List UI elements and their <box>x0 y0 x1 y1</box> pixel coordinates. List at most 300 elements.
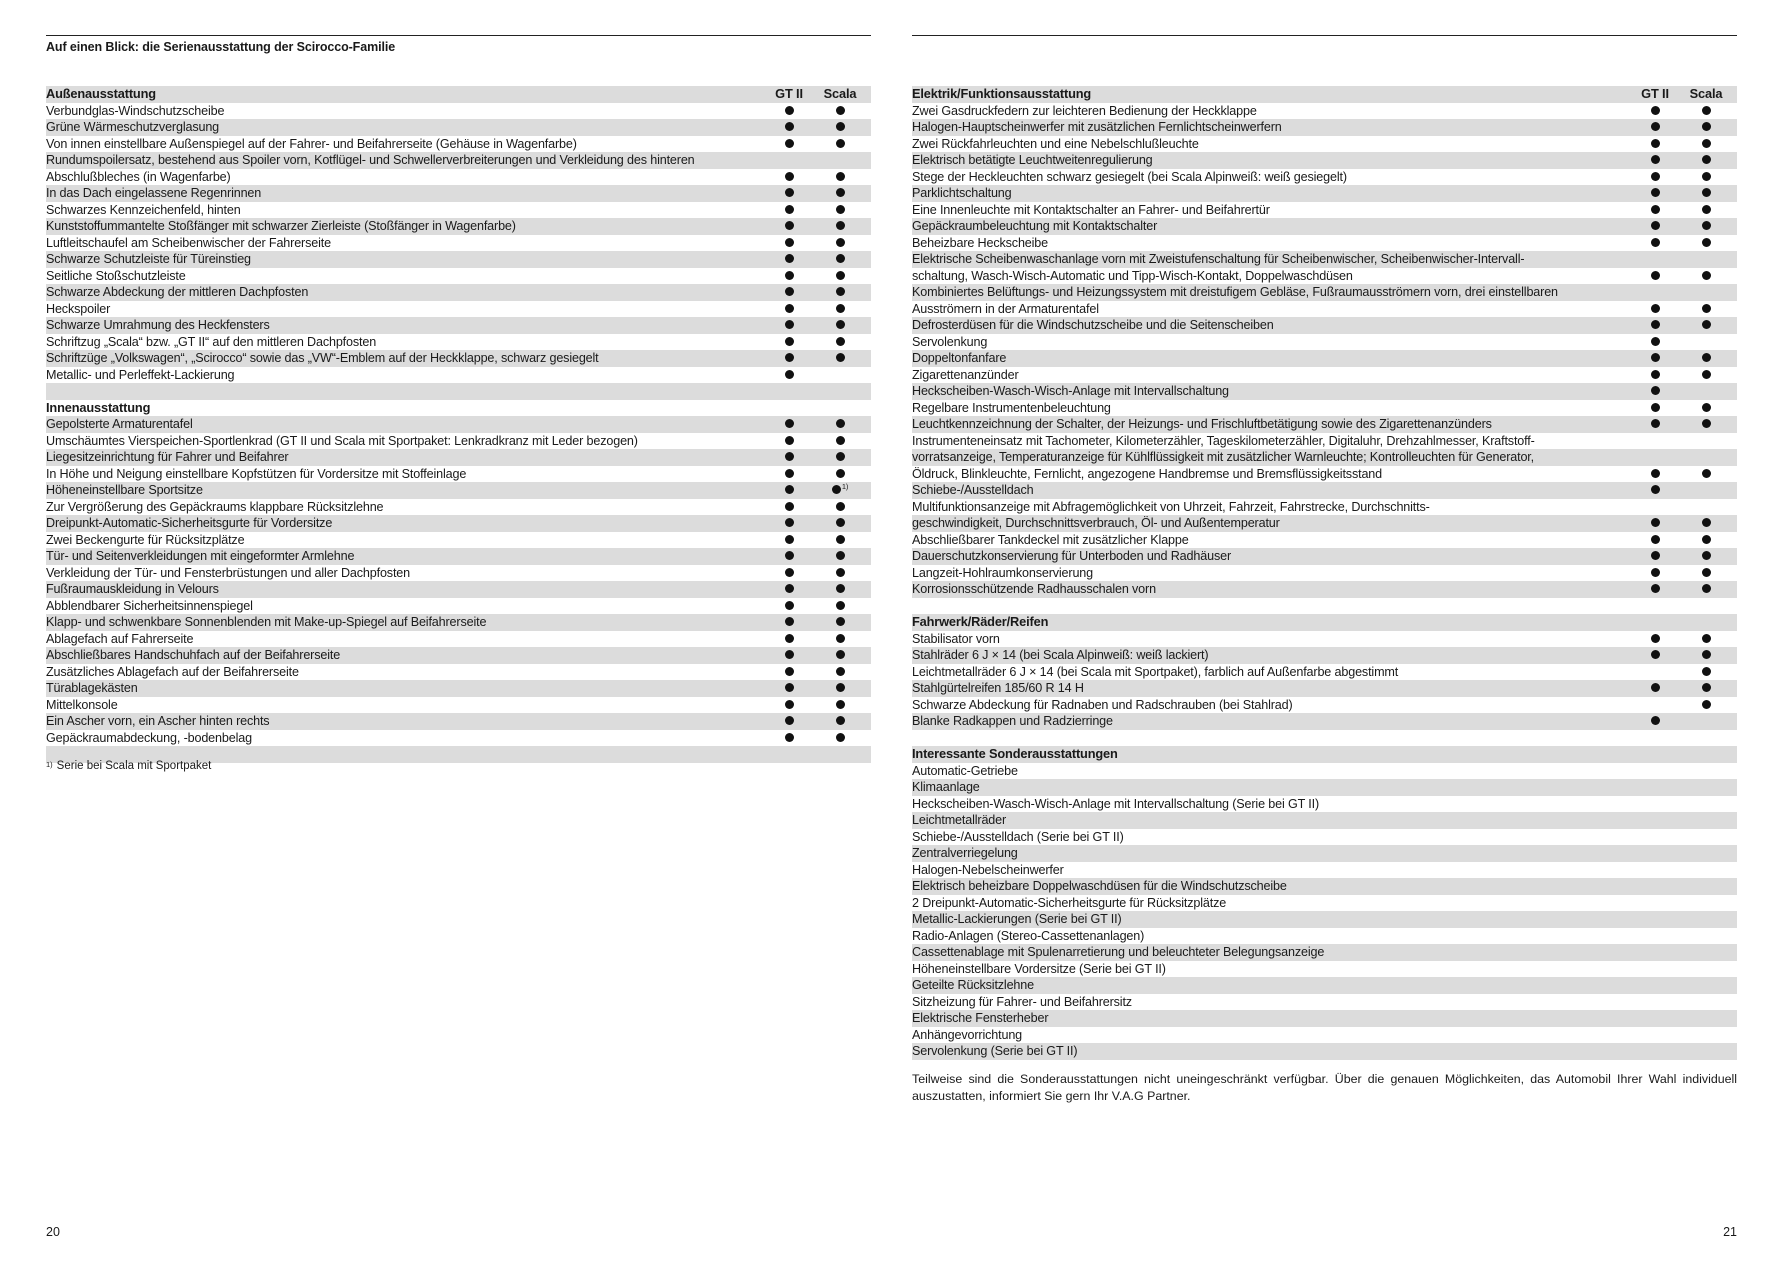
bullet-icon <box>785 634 794 643</box>
bullet-icon <box>836 188 845 197</box>
gt2-standard-marker <box>1620 169 1690 186</box>
bullet-icon <box>785 700 794 709</box>
table-row <box>46 598 871 615</box>
scala-standard-marker <box>815 532 865 549</box>
bullet-icon <box>836 733 845 742</box>
gt2-standard-marker <box>754 235 824 252</box>
scala-standard-marker <box>1681 416 1731 433</box>
gt2-standard-marker <box>1620 647 1690 664</box>
section-title: Interessante Sonderausstattungen <box>912 746 1118 761</box>
table-row <box>912 829 1737 846</box>
feature-label: Schiebe-/Ausstelldach (Serie bei GT II) <box>912 829 1124 844</box>
bullet-icon <box>1702 403 1711 412</box>
table-row <box>46 185 871 202</box>
scala-standard-marker <box>1681 631 1731 648</box>
feature-label: Leichtmetallräder 6 J × 14 (bei Scala mit Sportpaket), farblich auf Außenfarbe abgestimmt <box>912 664 1399 679</box>
feature-label: Regelbare Instrumentenbeleuchtung <box>912 400 1111 415</box>
scala-standard-marker <box>1681 103 1731 120</box>
bullet-icon <box>785 502 794 511</box>
feature-label: Zur Vergrößerung des Gepäckraums klappbare Rücksitzlehne <box>46 499 384 514</box>
table-row <box>912 301 1737 318</box>
scala-standard-marker <box>1681 152 1731 169</box>
bullet-icon <box>785 419 794 428</box>
feature-label: Klapp- und schwenkbare Sonnenblenden mit Make-up-Spiegel auf Beifahrerseite <box>46 615 487 629</box>
feature-label: Radio-Anlagen (Stereo-Cassettenanlagen) <box>912 928 1145 943</box>
feature-label: Ablagefach auf Fahrerseite <box>46 631 194 646</box>
footnote-mark: 1) <box>46 760 53 769</box>
feature-label: Servolenkung <box>912 334 988 349</box>
feature-label: 2 Dreipunkt-Automatic-Sicherheitsgurte für Rücksitzplätze <box>912 895 1227 910</box>
bullet-icon <box>785 650 794 659</box>
feature-label: Ein Ascher vorn, ein Ascher hinten rechts <box>46 714 270 728</box>
bullet-icon <box>1651 320 1660 329</box>
bullet-icon <box>1651 155 1660 164</box>
gt2-standard-marker <box>1620 103 1690 120</box>
scala-standard-marker <box>815 284 865 301</box>
feature-label: schaltung, Wasch-Wisch-Automatic und Tipp-Wisch-Kontakt, Doppelwaschdüsen <box>912 268 1353 283</box>
feature-label: Schriftzüge „Volkswagen“, „Scirocco“ sowie das „VW“-Emblem auf der Heckklappe, schwarz gesiegelt <box>46 351 599 365</box>
scala-standard-marker <box>815 482 865 499</box>
bullet-icon <box>836 551 845 560</box>
scala-standard-marker <box>815 730 865 747</box>
feature-label: Grüne Wärmeschutzverglasung <box>46 120 220 134</box>
scala-standard-marker <box>815 631 865 648</box>
feature-label: Türablagekästen <box>46 681 138 695</box>
bullet-icon <box>1651 221 1660 230</box>
table-row <box>912 631 1737 648</box>
bullet-icon <box>785 469 794 478</box>
feature-label: Umschäumtes Vierspeichen-Sportlenkrad (GT II und Scala mit Sportpaket: Lenkradkranz mit Leder bezogen) <box>46 433 638 448</box>
table-row <box>912 1027 1737 1044</box>
scala-standard-marker <box>815 235 865 252</box>
bullet-icon <box>785 518 794 527</box>
bullet-icon <box>785 716 794 725</box>
gt2-standard-marker <box>754 647 824 664</box>
feature-label: Zentralverriegelung <box>912 846 1018 860</box>
scala-standard-marker <box>1681 515 1731 532</box>
scala-standard-marker <box>815 713 865 730</box>
bullet-icon <box>836 139 845 148</box>
scala-standard-marker <box>815 251 865 268</box>
column-header-gt2: GT II <box>775 86 803 101</box>
gt2-standard-marker <box>754 499 824 516</box>
bullet-icon <box>1702 551 1711 560</box>
table-row <box>46 202 871 219</box>
feature-label: Schwarzes Kennzeichenfeld, hinten <box>46 202 241 217</box>
gt2-standard-marker <box>754 515 824 532</box>
bullet-icon <box>836 106 845 115</box>
bullet-icon <box>785 254 794 263</box>
feature-label: Elektrische Fensterheber <box>912 1011 1049 1025</box>
feature-label: Abschließbares Handschuhfach auf der Beifahrerseite <box>46 648 341 662</box>
bullet-icon <box>1651 139 1660 148</box>
gt2-standard-marker <box>754 631 824 648</box>
feature-label: Zigarettenanzünder <box>912 367 1019 382</box>
gt2-standard-marker <box>1620 152 1690 169</box>
table-row <box>912 977 1737 994</box>
table-row <box>46 713 871 730</box>
table-row <box>46 235 871 252</box>
bullet-icon <box>836 419 845 428</box>
bullet-icon <box>836 436 845 445</box>
bullet-icon <box>1702 221 1711 230</box>
feature-label: Stahlgürtelreifen 185/60 R 14 H <box>912 681 1084 695</box>
bullet-icon <box>1651 469 1660 478</box>
bullet-icon <box>1702 370 1711 379</box>
gt2-standard-marker <box>1620 268 1690 285</box>
section-header <box>46 400 871 417</box>
scala-standard-marker <box>815 433 865 450</box>
bullet-icon <box>836 122 845 131</box>
gt2-standard-marker <box>754 416 824 433</box>
bullet-icon <box>785 601 794 610</box>
bullet-icon <box>1702 535 1711 544</box>
table-row <box>46 647 871 664</box>
feature-label: Cassettenablage mit Spulenarretierung und beleuchteter Belegungsanzeige <box>912 945 1325 959</box>
scala-standard-marker <box>815 548 865 565</box>
table-row <box>46 251 871 268</box>
bullet-icon <box>836 716 845 725</box>
scala-standard-marker <box>815 119 865 136</box>
bullet-icon <box>785 106 794 115</box>
bullet-icon <box>1651 370 1660 379</box>
scala-standard-marker <box>1681 664 1731 681</box>
scala-standard-marker <box>1681 136 1731 153</box>
gt2-standard-marker <box>754 268 824 285</box>
scala-standard-marker <box>815 581 865 598</box>
feature-label: Schiebe-/Ausstelldach <box>912 483 1034 497</box>
bullet-icon <box>836 535 845 544</box>
feature-label: Schwarze Abdeckung der mittleren Dachpfosten <box>46 285 309 299</box>
column-header-gt2: GT II <box>1641 86 1669 101</box>
bullet-icon <box>836 271 845 280</box>
bullet-icon <box>836 502 845 511</box>
bullet-icon <box>785 370 794 379</box>
bullet-icon <box>1651 337 1660 346</box>
section-header <box>912 614 1737 631</box>
feature-label: Gepäckraumabdeckung, -bodenbelag <box>46 730 252 745</box>
feature-label: Von innen einstellbare Außenspiegel auf der Fahrer- und Beifahrerseite (Gehäuse in Wagenfarbe) <box>46 136 577 151</box>
bullet-icon <box>836 320 845 329</box>
table-row <box>912 697 1737 714</box>
column-header-scala: Scala <box>823 86 857 101</box>
gt2-standard-marker <box>1620 466 1690 483</box>
bullet-icon <box>1651 535 1660 544</box>
bullet-icon <box>785 304 794 313</box>
table-row <box>912 565 1737 582</box>
section-header <box>912 746 1737 763</box>
feature-label: Abschließbarer Tankdeckel mit zusätzlicher Klappe <box>912 532 1189 547</box>
bullet-icon <box>836 617 845 626</box>
feature-label: Abblendbarer Sicherheitsinnenspiegel <box>46 598 253 613</box>
right-page <box>912 0 1737 1276</box>
gt2-standard-marker <box>1620 713 1690 730</box>
scala-standard-marker <box>815 301 865 318</box>
table-row <box>912 334 1737 351</box>
scala-standard-marker <box>815 169 865 186</box>
feature-label: Leuchtkennzeichnung der Schalter, der Heizungs- und Frischluftbetätigung sowie des Zigarettenanzünders <box>912 417 1492 431</box>
feature-label: In das Dach eingelassene Regenrinnen <box>46 186 262 200</box>
scala-standard-marker <box>815 103 865 120</box>
scala-standard-marker <box>1681 697 1731 714</box>
gt2-standard-marker <box>754 433 824 450</box>
bullet-icon <box>785 551 794 560</box>
bullet-icon <box>785 667 794 676</box>
feature-label: Zwei Gasdruckfedern zur leichteren Bedienung der Heckklappe <box>912 103 1257 118</box>
feature-label: Geteilte Rücksitzlehne <box>912 978 1034 992</box>
bullet-icon <box>1702 139 1711 148</box>
feature-label: Höheneinstellbare Sportsitze <box>46 483 203 497</box>
bullet-icon <box>1651 386 1660 395</box>
availability-note: Teilweise sind die Sonderausstattungen nicht uneingeschränkt verfügbar. Über die genauen Möglichkeiten, das Automobil Ihrer Wahl individuell auszustatten, informiert Sie gern Ihr V.A.G Partner. <box>912 1072 1737 1103</box>
feature-label: Gepolsterte Armaturentafel <box>46 417 193 431</box>
scala-standard-marker <box>1681 466 1731 483</box>
feature-label: Stege der Heckleuchten schwarz gesiegelt (bei Scala Alpinweiß: weiß gesiegelt) <box>912 169 1347 184</box>
table-row <box>46 218 871 235</box>
feature-label: Verkleidung der Tür- und Fensterbrüstungen und aller Dachpfosten <box>46 565 411 580</box>
scala-standard-marker <box>815 664 865 681</box>
bullet-icon <box>1651 568 1660 577</box>
table-row <box>912 317 1737 334</box>
gt2-standard-marker <box>1620 680 1690 697</box>
scala-standard-marker <box>815 466 865 483</box>
table-row <box>912 433 1737 450</box>
bullet-icon <box>1651 106 1660 115</box>
bullet-icon <box>832 485 841 494</box>
scala-standard-marker <box>815 598 865 615</box>
table-row <box>912 202 1737 219</box>
bullet-icon <box>1651 683 1660 692</box>
table-row <box>912 218 1737 235</box>
bullet-icon <box>836 238 845 247</box>
feature-label: Kunststoffummantelte Stoßfänger mit schwarzer Zierleiste (Stoßfänger in Wagenfarbe) <box>46 219 516 233</box>
gt2-standard-marker <box>754 103 824 120</box>
bullet-icon <box>836 568 845 577</box>
feature-label: Beheizbare Heckscheibe <box>912 235 1049 250</box>
gt2-standard-marker <box>754 466 824 483</box>
feature-label: Metallic-Lackierungen (Serie bei GT II) <box>912 912 1122 926</box>
gt2-standard-marker <box>754 218 824 235</box>
table-row <box>912 284 1737 301</box>
feature-label: Elektrisch betätigte Leuchtweitenregulierung <box>912 153 1153 167</box>
feature-label: geschwindigkeit, Durchschnittsverbrauch, Öl- und Außentemperatur <box>912 516 1280 530</box>
feature-label: Schriftzug „Scala“ bzw. „GT II“ auf den mittleren Dachpfosten <box>46 334 377 349</box>
table-row <box>46 515 871 532</box>
scala-standard-marker <box>1681 185 1731 202</box>
table-row <box>912 911 1737 928</box>
equipment-table-left <box>46 86 871 763</box>
table-row <box>912 862 1737 879</box>
scala-standard-marker <box>1681 680 1731 697</box>
table-row <box>46 334 871 351</box>
table-row <box>912 548 1737 565</box>
feature-label: Leichtmetallräder <box>912 813 1007 827</box>
footnote-text: Serie bei Scala mit Sportpaket <box>56 760 212 772</box>
scala-standard-marker <box>815 317 865 334</box>
section-header <box>912 86 1737 103</box>
gt2-standard-marker <box>754 284 824 301</box>
gt2-standard-marker <box>754 119 824 136</box>
scala-standard-marker <box>1681 235 1731 252</box>
table-row <box>46 169 871 186</box>
table-row <box>912 680 1737 697</box>
scala-standard-marker <box>1681 350 1731 367</box>
table-row <box>46 433 871 450</box>
scala-standard-marker <box>1681 301 1731 318</box>
bullet-icon <box>1651 518 1660 527</box>
feature-label: Ausströmern in der Armaturentafel <box>912 301 1099 316</box>
table-row <box>912 581 1737 598</box>
equipment-table-right <box>912 86 1737 1060</box>
bullet-icon <box>836 700 845 709</box>
bullet-icon <box>836 683 845 692</box>
scala-standard-marker <box>815 614 865 631</box>
gt2-standard-marker <box>754 350 824 367</box>
table-row <box>912 730 1737 747</box>
scala-standard-marker <box>815 185 865 202</box>
bullet-icon <box>1651 419 1660 428</box>
table-row <box>46 152 871 169</box>
table-row <box>912 961 1737 978</box>
gt2-standard-marker <box>754 532 824 549</box>
table-row <box>912 466 1737 483</box>
feature-label: Defrosterdüsen für die Windschutzscheibe und die Seitenscheiben <box>912 318 1274 332</box>
table-row <box>912 779 1737 796</box>
scala-standard-marker <box>1681 268 1731 285</box>
bullet-icon <box>1651 238 1660 247</box>
table-row <box>912 796 1737 813</box>
scala-standard-marker <box>815 334 865 351</box>
table-row <box>46 631 871 648</box>
feature-label: Zusätzliches Ablagefach auf der Beifahrerseite <box>46 664 299 679</box>
gt2-standard-marker <box>754 169 824 186</box>
bullet-icon <box>1651 584 1660 593</box>
bullet-icon <box>785 337 794 346</box>
table-row <box>46 136 871 153</box>
bullet-icon <box>1702 700 1711 709</box>
table-row <box>912 1043 1737 1060</box>
feature-label: Schwarze Schutzleiste für Türeinstieg <box>46 252 251 266</box>
table-row <box>912 185 1737 202</box>
bullet-icon <box>1651 271 1660 280</box>
table-row <box>912 235 1737 252</box>
table-row <box>912 878 1737 895</box>
bullet-icon <box>836 172 845 181</box>
scala-standard-marker <box>815 202 865 219</box>
feature-label: Halogen-Hauptscheinwerfer mit zusätzlichen Fernlichtscheinwerfern <box>912 120 1282 134</box>
scala-standard-marker <box>1681 581 1731 598</box>
table-row <box>912 251 1737 268</box>
feature-label: Servolenkung (Serie bei GT II) <box>912 1044 1078 1058</box>
feature-label: In Höhe und Neigung einstellbare Kopfstützen für Vordersitze mit Stoffeinlage <box>46 466 467 481</box>
bullet-icon <box>785 683 794 692</box>
scala-standard-marker <box>815 565 865 582</box>
gt2-standard-marker <box>1620 482 1690 499</box>
bullet-icon <box>1651 551 1660 560</box>
bullet-icon <box>1651 716 1660 725</box>
bullet-icon <box>836 634 845 643</box>
gt2-standard-marker <box>754 136 824 153</box>
feature-label: Gepäckraumbeleuchtung mit Kontaktschalter <box>912 219 1158 233</box>
bullet-icon <box>836 518 845 527</box>
bullet-icon <box>1651 205 1660 214</box>
gt2-standard-marker <box>754 449 824 466</box>
table-row <box>46 350 871 367</box>
bullet-icon <box>1702 106 1711 115</box>
gt2-standard-marker <box>1620 532 1690 549</box>
scala-standard-marker <box>815 647 865 664</box>
table-row <box>46 499 871 516</box>
section-title: Elektrik/Funktionsausstattung <box>912 86 1092 101</box>
gt2-standard-marker <box>754 565 824 582</box>
table-row <box>46 383 871 400</box>
scala-standard-marker <box>815 697 865 714</box>
gt2-standard-marker <box>1620 565 1690 582</box>
feature-label: Mittelkonsole <box>46 697 118 712</box>
bullet-icon <box>1702 650 1711 659</box>
scala-standard-marker <box>815 268 865 285</box>
gt2-standard-marker <box>754 202 824 219</box>
feature-label: Dauerschutzkonservierung für Unterboden und Radhäuser <box>912 549 1231 563</box>
feature-label: Zwei Rückfahrleuchten und eine Nebelschlußleuchte <box>912 136 1199 151</box>
gt2-standard-marker <box>1620 383 1690 400</box>
feature-label: Zwei Beckengurte für Rücksitzplätze <box>46 532 245 547</box>
gt2-standard-marker <box>754 301 824 318</box>
bullet-icon <box>1702 172 1711 181</box>
top-rule <box>46 35 871 36</box>
table-row <box>46 614 871 631</box>
bullet-icon <box>785 452 794 461</box>
feature-label: Schwarze Abdeckung für Radnaben und Radschrauben (bei Stahlrad) <box>912 697 1293 712</box>
bullet-icon <box>836 452 845 461</box>
gt2-standard-marker <box>754 317 824 334</box>
feature-label: Elektrische Scheibenwaschanlage vorn mit Zweistufenschaltung für Scheibenwischer, Scheibenwischer-Intervall- <box>912 252 1525 266</box>
gt2-standard-marker <box>1620 581 1690 598</box>
bullet-icon <box>1702 304 1711 313</box>
section-header <box>46 86 871 103</box>
gt2-standard-marker <box>754 664 824 681</box>
table-row <box>46 466 871 483</box>
scala-standard-marker <box>815 218 865 235</box>
gt2-standard-marker <box>1620 631 1690 648</box>
gt2-standard-marker <box>754 614 824 631</box>
bullet-icon <box>1702 518 1711 527</box>
feature-label: Öldruck, Blinkleuchte, Fernlicht, angezogene Handbremse und Bremsflüssigkeitsstand <box>912 466 1383 481</box>
bullet-icon <box>836 469 845 478</box>
scala-standard-marker <box>1681 548 1731 565</box>
section-title: Außenausstattung <box>46 86 156 101</box>
bullet-icon <box>1702 419 1711 428</box>
section-title: Fahrwerk/Räder/Reifen <box>912 614 1049 629</box>
footnote <box>46 760 211 772</box>
table-row <box>46 268 871 285</box>
bullet-icon <box>836 205 845 214</box>
bullet-icon <box>836 650 845 659</box>
feature-label: Stahlräder 6 J × 14 (bei Scala Alpinweiß: weiß lackiert) <box>912 648 1209 662</box>
bullet-icon <box>785 205 794 214</box>
bullet-icon <box>785 271 794 280</box>
table-row <box>912 994 1737 1011</box>
bullet-icon <box>1702 667 1711 676</box>
scala-standard-marker <box>1681 218 1731 235</box>
feature-label: Schwarze Umrahmung des Heckfensters <box>46 318 270 332</box>
feature-label: Halogen-Nebelscheinwerfer <box>912 862 1064 877</box>
gt2-standard-marker <box>754 598 824 615</box>
section-title: Innenausstattung <box>46 399 151 415</box>
gt2-standard-marker <box>754 697 824 714</box>
bullet-icon <box>1651 485 1660 494</box>
feature-label: Automatic-Getriebe <box>912 763 1018 778</box>
